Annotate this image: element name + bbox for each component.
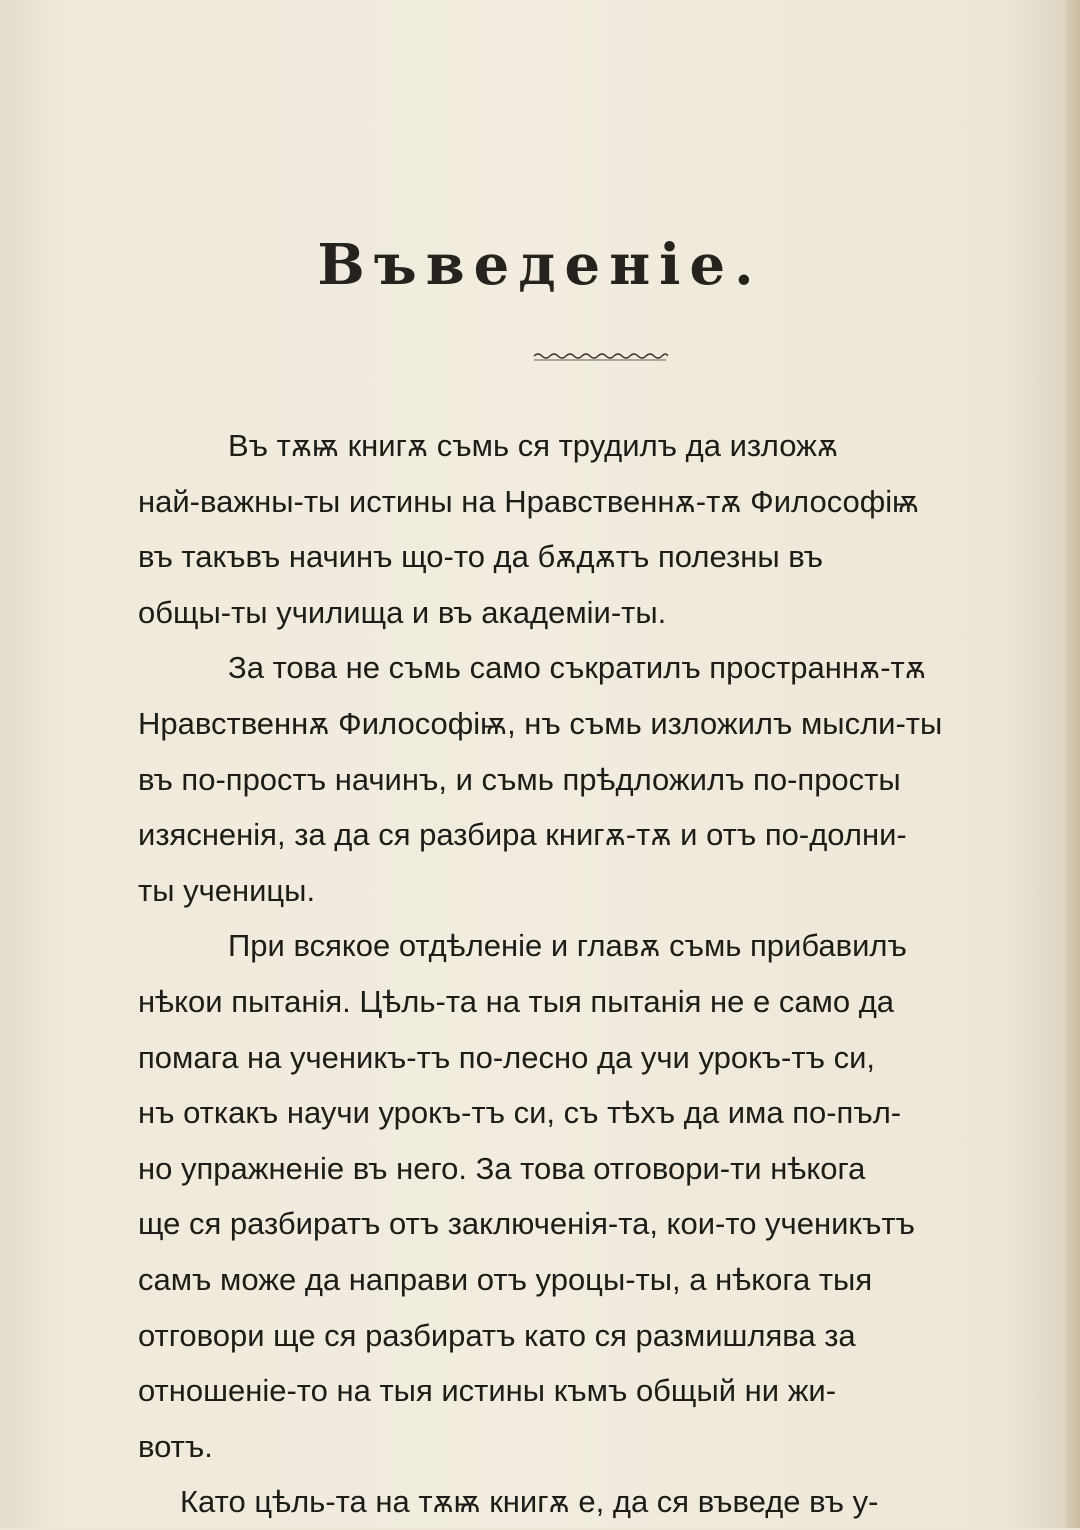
text-line: За това не съмь само съкратилъ пространнѫ-тѫ [228,650,926,686]
text-line: нъ откакъ научи урокъ-тъ си, съ тѣхъ да има по-пъл- [138,1095,902,1131]
page-edge [1066,0,1080,1528]
paragraph-2 [138,640,1068,918]
text-line: вотъ. [138,1428,213,1464]
text-line: въ такъвъ начинъ що-то да бѫдѫтъ полезны въ [138,539,824,575]
text-line: нѣкои пытанія. Цѣль-та на тыя пытанія не е само да [138,983,895,1019]
text-line: ты ученицы. [138,872,316,908]
text-line: въ по-простъ начинъ, и съмь прѣдложилъ по-просты [138,761,901,797]
text-line: Въ тѫѭ книгѫ съмь ся трудилъ да изложѫ [228,428,839,463]
text-line: изясненія, за да ся разбира книгѫ-тѫ и отъ по-долни- [138,817,907,853]
ornamental-rule [532,342,668,370]
paragraph-4 [138,1474,1068,1530]
text-line: ще ся разбиратъ отъ заключенія-та, кои-то ученикътъ [138,1206,915,1242]
text-line: помага на ученикъ-тъ по-лесно да учи урокъ-тъ си, [138,1039,875,1075]
paragraph-3 [138,918,1068,1474]
paragraph-1 [138,418,1068,640]
text-line: най-важны-ты истины на Нравственнѫ-тѫ Философіѭ [138,483,920,519]
text-line: общы-ты училища и въ академіи-ты. [138,594,667,630]
text-line: отношеніе-то на тыя истины къмъ общый ни жи- [138,1373,837,1409]
text-line: Нравственнѫ Философіѭ, нъ съмь изложилъ мысли-ты [138,705,943,741]
text-line: но упражненіе въ него. За това отговори-ти нѣкога [138,1150,866,1186]
body-text [138,418,1068,1530]
section-heading: Въведеніе. [317,232,763,298]
text-line: отговори ще ся разбиратъ като ся размишлява за [138,1317,856,1353]
text-line: При всякое отдѣленіе и главѫ съмь прибавилъ [228,928,907,964]
text-line: самъ може да направи отъ уроцы-ты, а нѣкога тыя [138,1261,873,1297]
text-line: Като цѣль-та на тѫѭ книгѫ е, да ся въведе въ у- [180,1484,879,1520]
